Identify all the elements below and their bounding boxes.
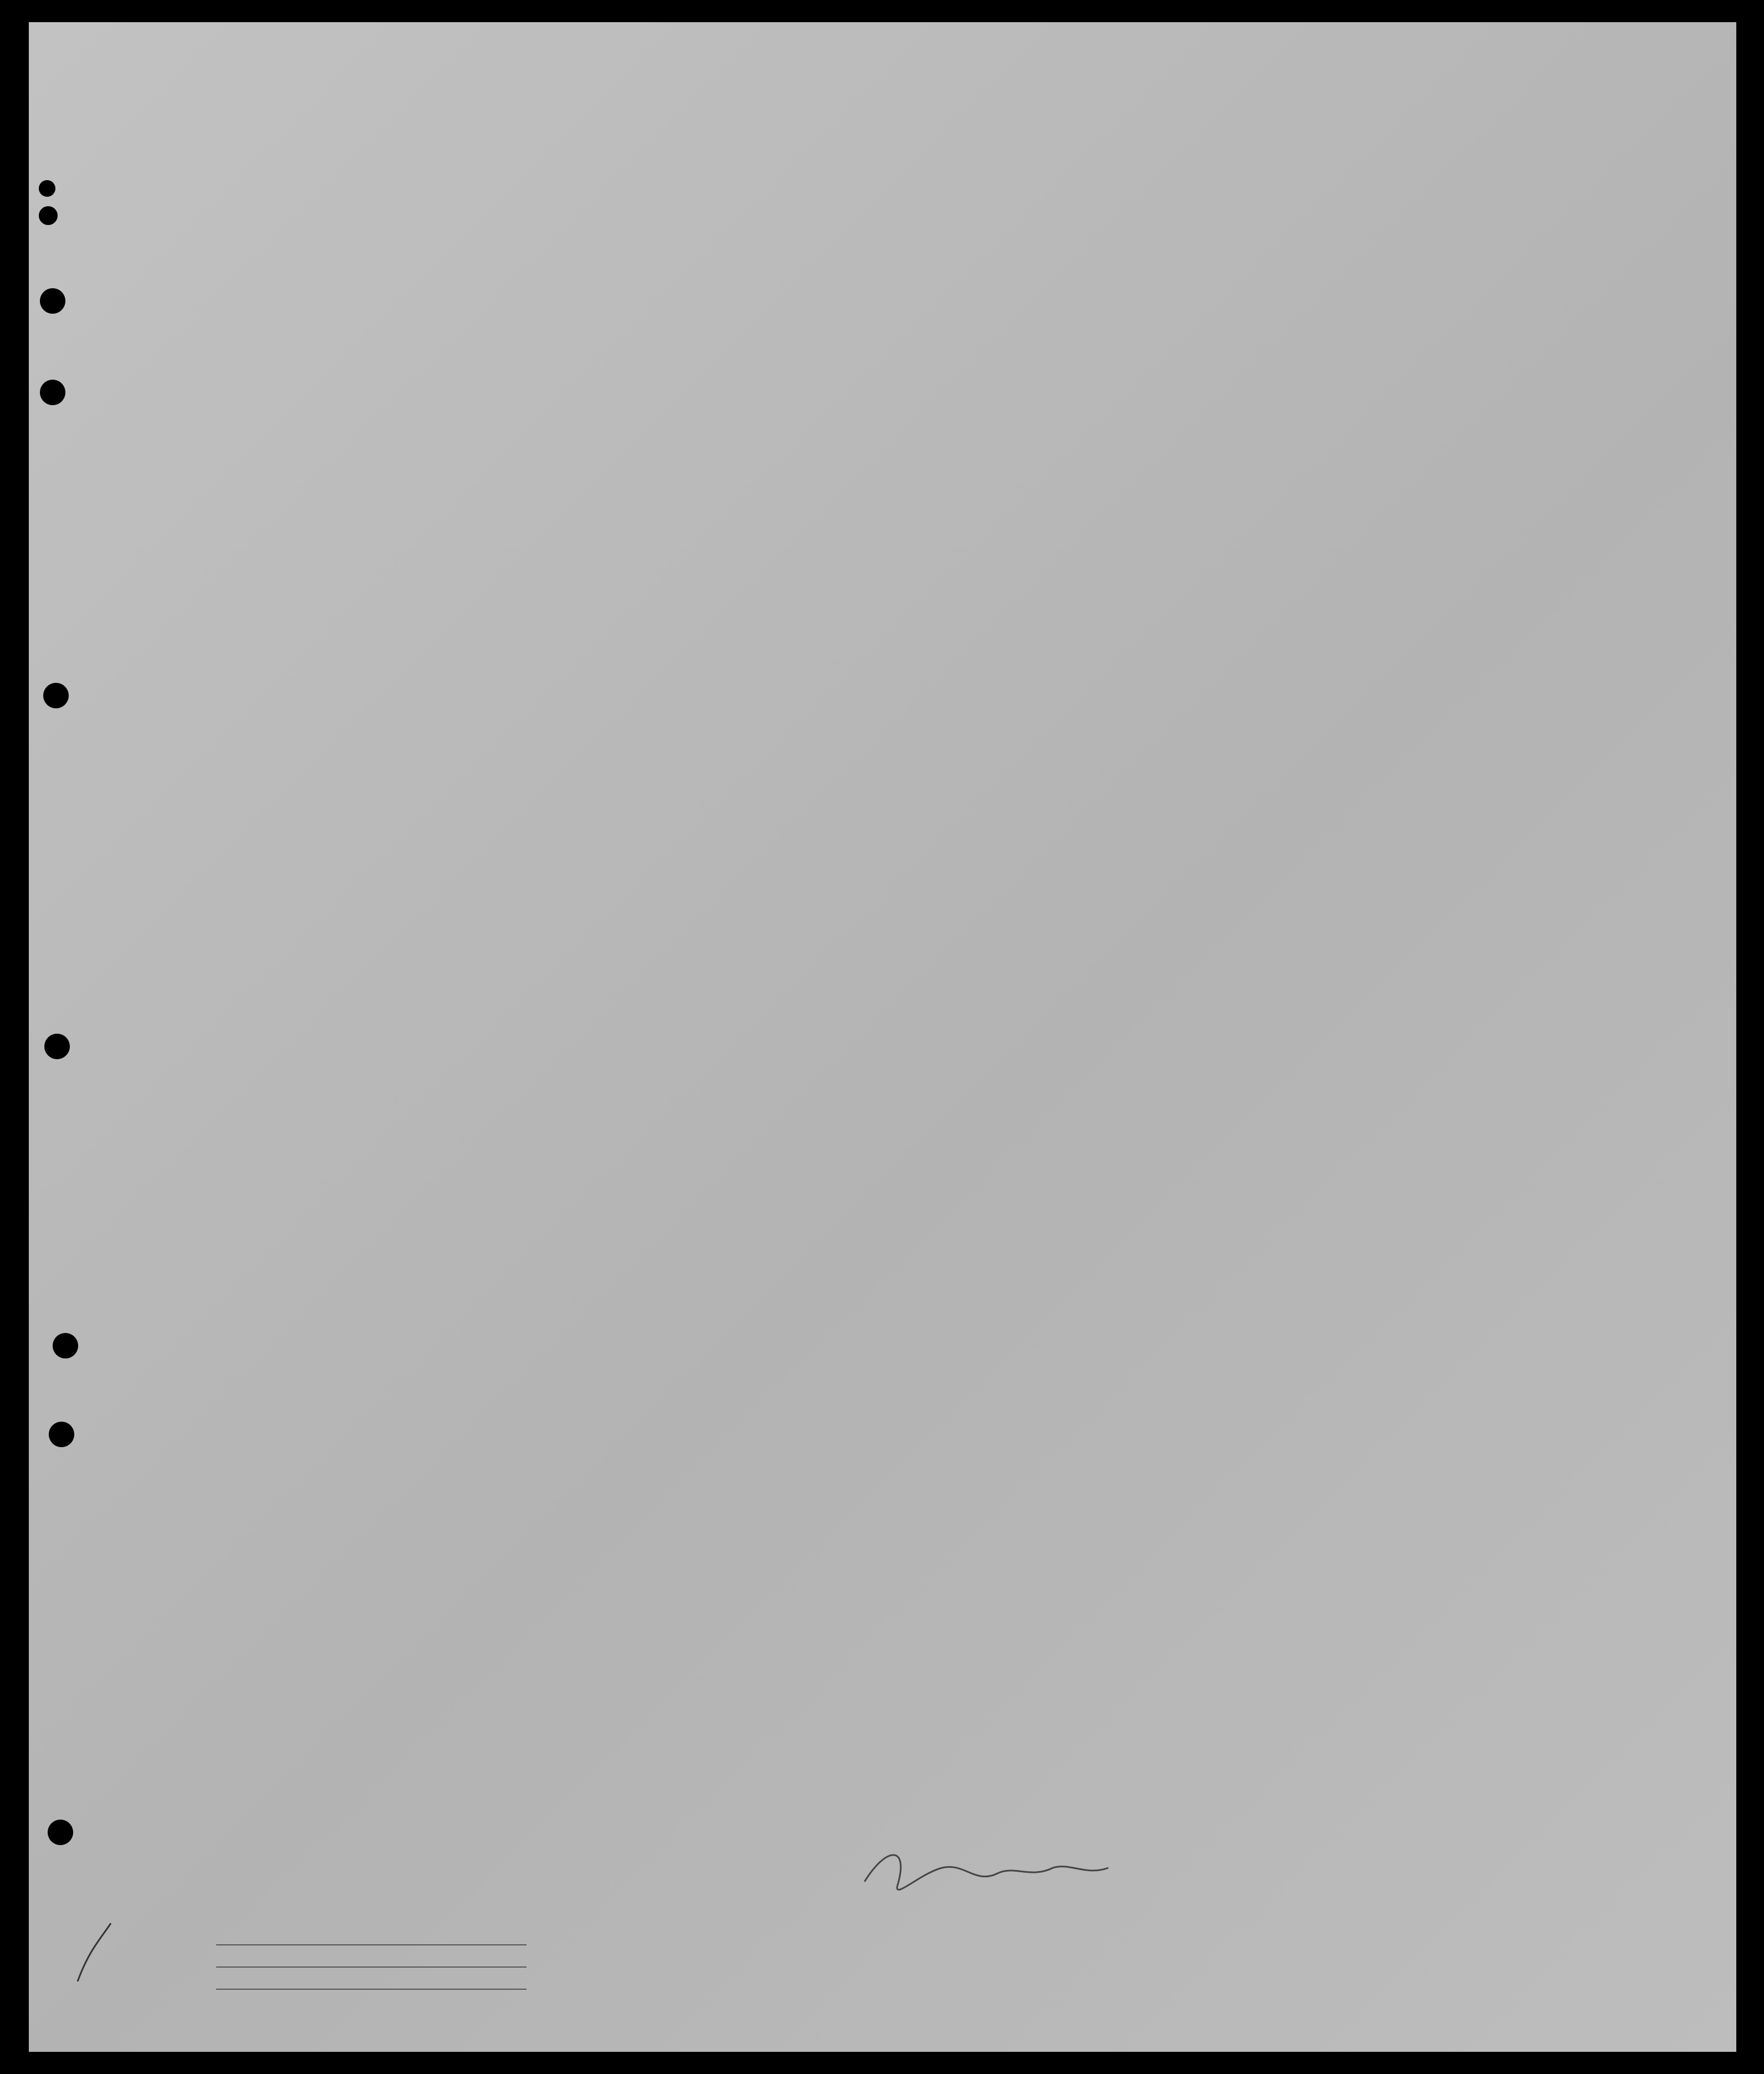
margin-mark: [78, 1923, 111, 1981]
officer-signature: [865, 1855, 1108, 1890]
